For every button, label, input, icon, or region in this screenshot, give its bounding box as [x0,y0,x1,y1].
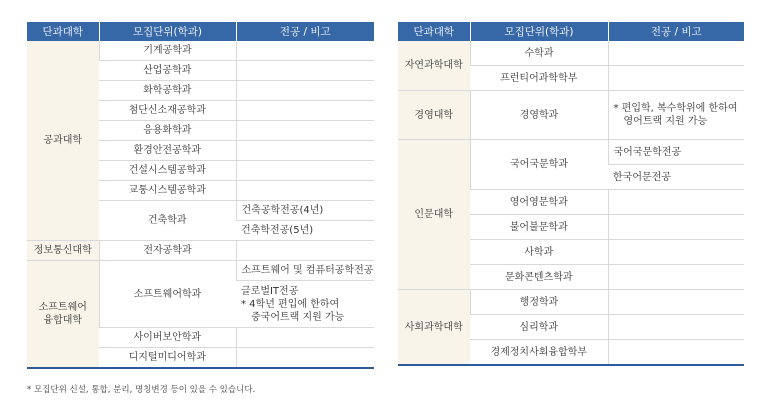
major-cell: 건축공학전공(4년) [236,201,374,221]
major-cell: 건축학전공(5년) [236,221,374,241]
unit-cell: 프런티어과학학부 [470,66,608,91]
unit-cell: 사이버보안학과 [99,328,236,348]
major-cell-global-it [236,281,374,328]
major-cell [236,121,374,141]
major-cell: 소프트웨어 및 컴퓨터공학전공 [236,261,374,281]
table-row [27,261,374,281]
major-cell [236,141,374,161]
header-college: 단과대학 [27,22,99,41]
college-info: 정보통신대학 [27,241,99,261]
unit-cell: 환경안전공학과 [99,141,236,161]
major-cell [236,348,374,369]
college-software-line1: 소프트웨어 [38,302,87,313]
table-header-row [27,22,374,41]
header-major: 전공 / 비고 [236,22,374,41]
note-line: * 4학년 편입에 한하여 [241,298,340,310]
major-cell [236,181,374,201]
major-cell [236,41,374,61]
college-engineering: 공과대학 [27,41,99,241]
major-cell [236,241,374,261]
major-cell [608,340,744,366]
unit-cell: 건설시스템공학과 [99,161,236,181]
unit-cell: 응용화학과 [99,121,236,141]
college-natural: 자연과학대학 [398,41,470,91]
table-row [27,41,374,61]
college-humanities: 인문대학 [398,140,470,290]
table-row [398,290,744,315]
unit-cell: 경영학과 [470,91,608,140]
unit-cell: 문화콘텐츠학과 [470,265,608,290]
major-cell [236,101,374,121]
major-cell-business-note [608,91,744,140]
table-row [27,241,374,261]
college-software [27,261,99,369]
major-cell: 한국어문전공 [608,165,744,190]
header-unit: 모집단위(학과) [99,22,236,41]
unit-cell: 전자공학과 [99,241,236,261]
header-college: 단과대학 [398,22,470,41]
header-unit: 모집단위(학과) [470,22,608,41]
unit-cell: 화학공학과 [99,81,236,101]
major-global-it: 글로벌IT전공 [241,285,299,297]
major-cell [608,190,744,215]
unit-cell: 심리학과 [470,315,608,340]
major-cell [608,66,744,91]
major-cell [236,61,374,81]
left-admissions-table [27,22,374,369]
college-business: 경영대학 [398,91,470,140]
unit-cell: 산업공학과 [99,61,236,81]
unit-cell: 첨단신소재공학과 [99,101,236,121]
unit-software: 소프트웨어학과 [99,261,236,328]
table-row [398,91,744,140]
unit-cell: 사학과 [470,240,608,265]
note-line: 중국어트랙 지원 가능 [251,311,345,323]
table-row [398,41,744,66]
major-cell [608,315,744,340]
college-social: 사회과학대학 [398,290,470,366]
major-cell [608,41,744,66]
major-cell [236,161,374,181]
unit-cell: 불어불문학과 [470,215,608,240]
unit-cell: 교통시스템공학과 [99,181,236,201]
table-row [398,140,744,165]
unit-cell: 수학과 [470,41,608,66]
major-cell [608,240,744,265]
major-cell: 국어국문학전공 [608,140,744,165]
unit-korean: 국어국문학과 [470,140,608,190]
unit-cell: 기계공학과 [99,41,236,61]
unit-cell: 경제정치사회융합학부 [470,340,608,366]
major-cell [236,81,374,101]
unit-cell: 영어영문학과 [470,190,608,215]
major-cell [608,265,744,290]
note-line: * 편입학, 복수학위에 한하여 [613,103,738,114]
unit-cell: 디지털미디어학과 [99,348,236,369]
unit-cell: 행정학과 [470,290,608,315]
college-software-line2: 융합대학 [43,315,83,326]
footnote: * 모집단위 신설, 통합, 분리, 명칭변경 등이 있을 수 있습니다. [27,385,256,395]
header-major: 전공 / 비고 [608,22,744,41]
major-cell [608,290,744,315]
note-line: 영어트랙 지원 가능 [623,116,708,127]
unit-architecture: 건축학과 [99,201,236,241]
major-cell [608,215,744,240]
major-cell [236,328,374,348]
table-header-row [398,22,744,41]
right-admissions-table [398,22,744,366]
